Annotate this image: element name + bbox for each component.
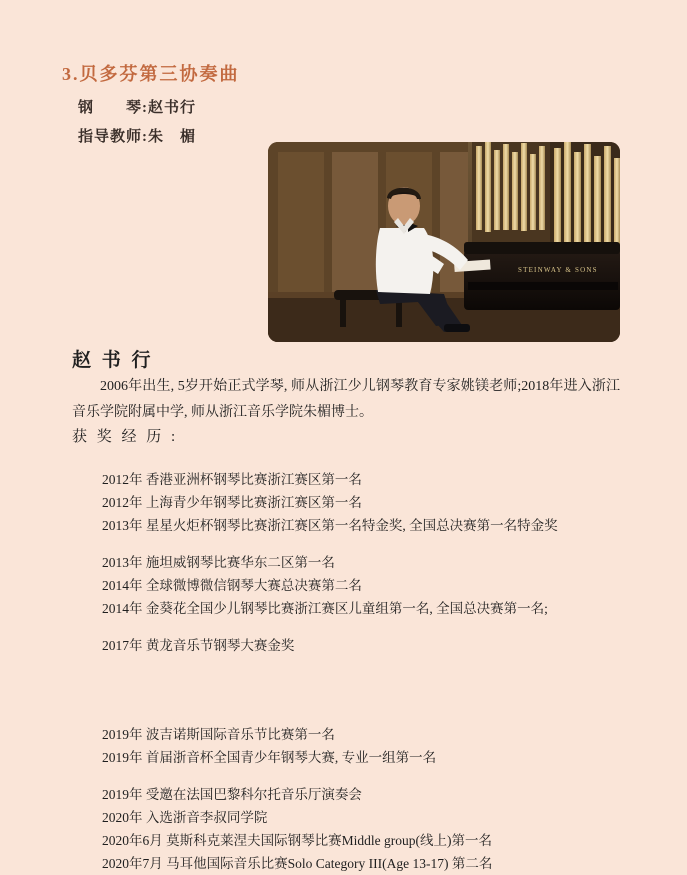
list-item: 2020年7月 马耳他国际音乐比赛Solo Category III(Age 13-17) 第二名 [102,856,493,871]
list-item: 2012年 上海青少年钢琴比赛浙江赛区第一名 [102,495,362,510]
svg-text:STEINWAY & SONS: STEINWAY & SONS [518,266,598,274]
list-item: 2013年 施坦威钢琴比赛华东二区第一名 [102,555,335,570]
list-item: 2020年 入选浙音李叔同学院 [102,810,268,825]
list-item: 2012年 香港亚洲杯钢琴比赛浙江赛区第一名 [102,472,362,487]
list-item: 2020年6月 莫斯科克莱涅夫国际钢琴比赛Middle group(线上)第一名 [102,833,492,848]
list-item: 2013年 星星火炬杯钢琴比赛浙江赛区第一名特金奖, 全国总决赛第一名特金奖 [102,518,558,533]
awards-heading: 获 奖 经 历 : [72,429,179,445]
performer-name: 赵 书 行 [72,350,154,371]
list-item: 2017年 黄龙音乐节钢琴大赛金奖 [102,638,295,653]
performance-photo [268,142,620,342]
list-item: 2014年 金葵花全国少儿钢琴比赛浙江赛区儿童组第一名, 全国总决赛第一名; [102,601,548,616]
piano-credit: 钢 琴:赵书行 [78,100,196,116]
list-item: 2014年 全球微博微信钢琴大赛总决赛第二名 [102,578,362,593]
list-item: 2019年 首届浙音杯全国青少年钢琴大赛, 专业一组第一名 [102,750,437,765]
page-title: 3.贝多芬第三协奏曲 [62,64,240,84]
teacher-credit: 指导教师:朱 楣 [78,129,196,145]
performer-bio: 2006年出生, 5岁开始正式学琴, 师从浙江少儿钢琴教育专家姚镁老师;2018年进入浙江音乐学院附属中学, 师从浙江音乐学院朱楣博士。 [72,379,620,420]
awards-list [102,468,622,875]
list-item: 2019年 受邀在法国巴黎科尔托音乐厅演奏会 [102,787,362,802]
list-item: 2019年 波吉诺斯国际音乐节比赛第一名 [102,727,335,742]
